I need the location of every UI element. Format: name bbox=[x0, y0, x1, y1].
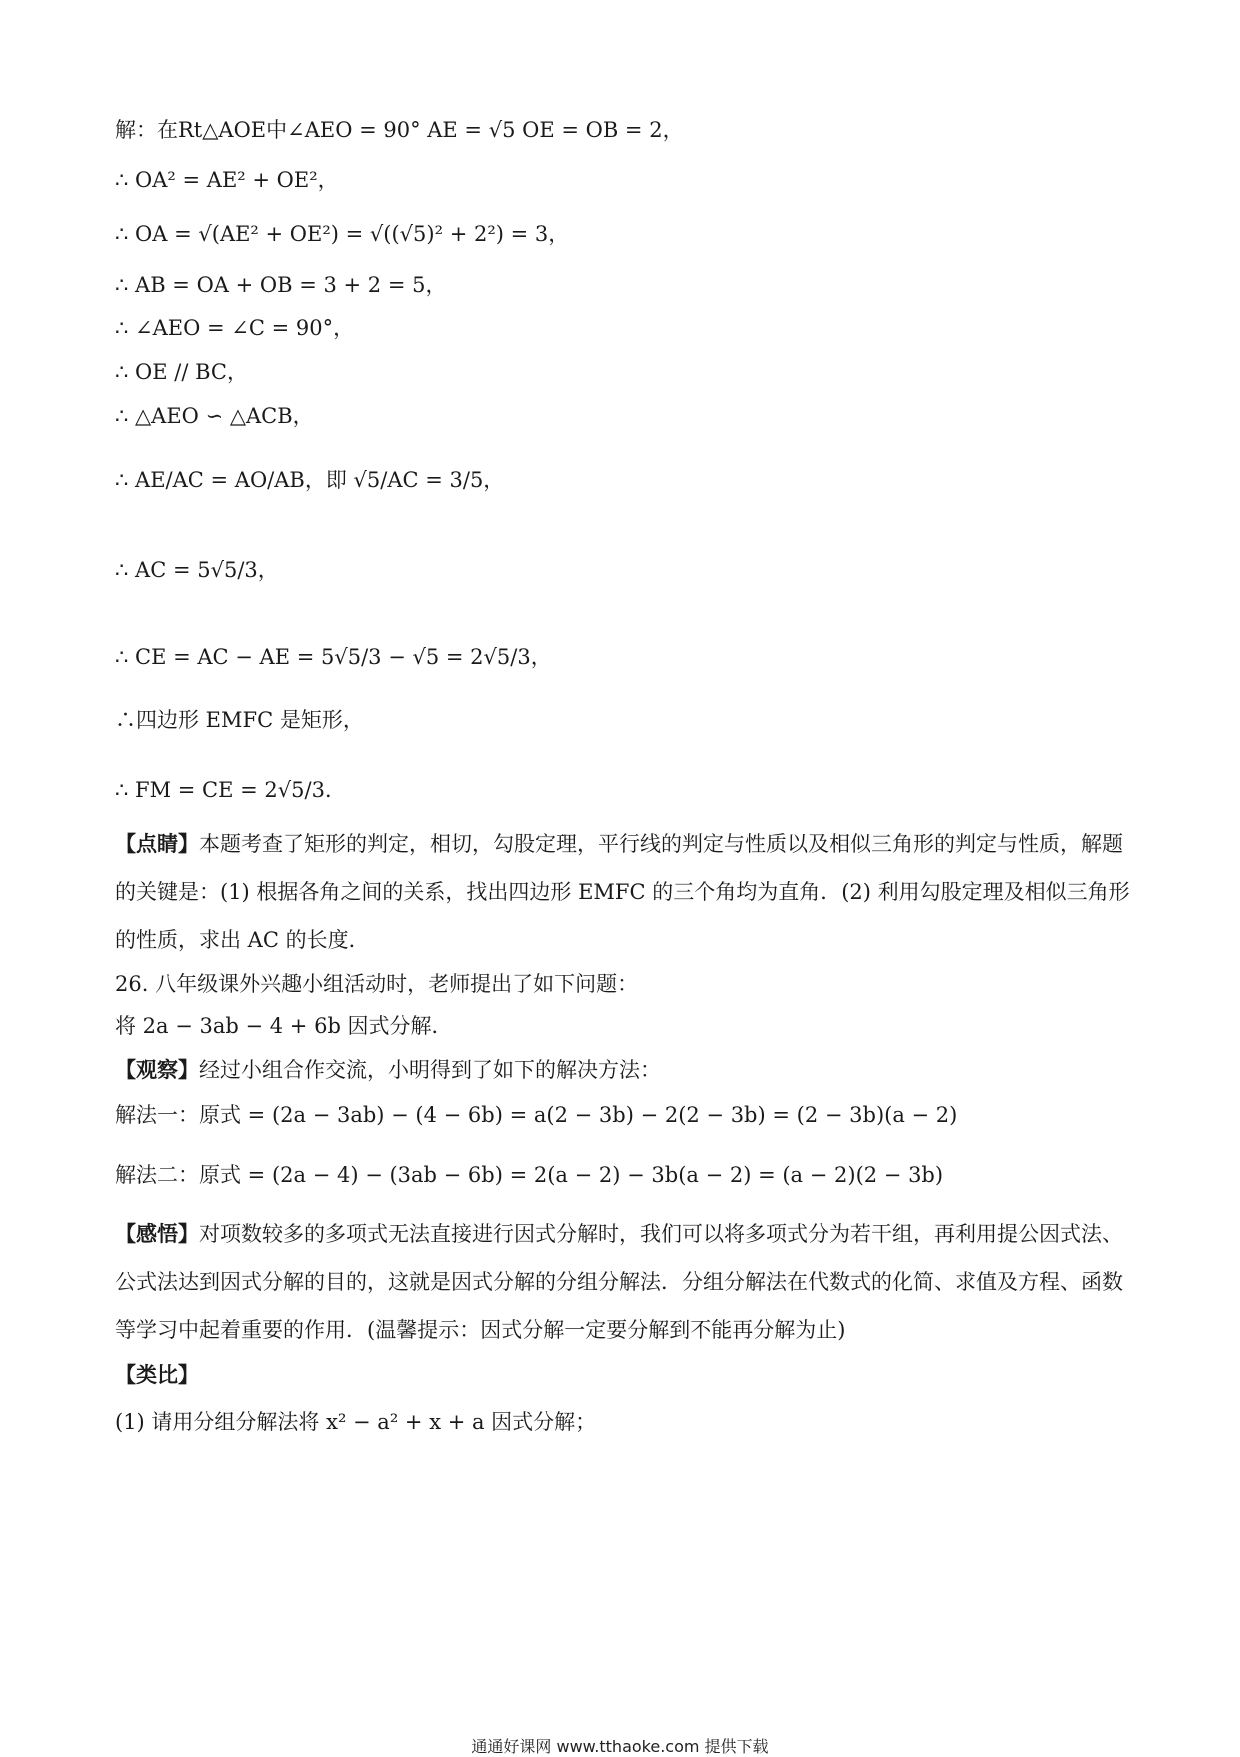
q26-title bbox=[115, 972, 1135, 996]
insight-text: 对项数较多的多项式无法直接进行因式分解时，我们可以将多项式分为若干组，再利用提公因式法、公式法达到因式分解的目的，这就是因式分解的分组分解法．分组分解法在代数式的化简、求值及方程、函数等学习中起着重要的作用．(温馨提示：因式分解一定要分解到不能再分解为止) bbox=[115, 1222, 1123, 1342]
page-footer: 通通好课网 www.tthaoke.com 提供下载 bbox=[471, 1737, 769, 1756]
line-6-text: ∴ OE // BC， bbox=[115, 360, 248, 384]
comment-text: 本题考查了矩形的判定，相切，勾股定理，平行线的判定与性质以及相似三角形的判定与性质，解题的关键是：(1) 根据各角之间的关系，找出四边形 EMFC 的三个角均为直角．(2) 利用勾股定理及相似三角形的性质，求出 AC 的长度． bbox=[115, 832, 1130, 952]
line-4 bbox=[115, 273, 1135, 297]
line-8 bbox=[115, 468, 1135, 492]
line-10-text: ∴ CE = AC − AE = 5√5/3 − √5 = 2√5/3， bbox=[115, 645, 552, 669]
comment-paragraph bbox=[115, 820, 1135, 964]
q26-title-text: 26. 八年级课外兴趣小组活动时，老师提出了如下问题： bbox=[115, 972, 639, 996]
method-2-text: 解法二：原式 = (2a − 4) − (3ab − 6b) = 2(a − 2) − 3b(a − 2) = (a − 2)(2 − 3b) bbox=[115, 1163, 944, 1187]
sub-1-text: (1) 请用分组分解法将 x² − a² + x + a 因式分解； bbox=[115, 1410, 597, 1434]
q26-analogy bbox=[115, 1363, 1135, 1387]
line-2 bbox=[115, 168, 1135, 192]
line-6 bbox=[115, 360, 1135, 384]
line-2-text: ∴ OA² = AE² + OE²， bbox=[115, 168, 339, 192]
line-3-text: ∴ OA = √(AE² + OE²) = √((√5)² + 2²) = 3， bbox=[115, 222, 570, 246]
line-7-text: ∴ △AEO ∽ △ACB， bbox=[115, 404, 314, 428]
observe-text: 经过小组合作交流，小明得到了如下的解决方法： bbox=[199, 1058, 661, 1082]
line-1 bbox=[115, 118, 1135, 142]
q26-insight bbox=[115, 1210, 1135, 1354]
line-8-text: ∴ AE/AC = AO/AB，即 √5/AC = 3/5， bbox=[115, 468, 505, 492]
line-9 bbox=[115, 558, 1135, 582]
line-5-text: ∴ ∠AEO = ∠C = 90°， bbox=[115, 316, 355, 340]
line-10 bbox=[115, 645, 1135, 669]
q26-task bbox=[115, 1014, 1135, 1038]
line-9-text: ∴ AC = 5√5/3， bbox=[115, 558, 279, 582]
line-7 bbox=[115, 404, 1135, 428]
line-1-text: 解：在Rt△AOE中∠AEO = 90° AE = √5 OE = OB = 2， bbox=[115, 118, 684, 142]
q26-sub-1 bbox=[115, 1410, 1135, 1434]
method-1-text: 解法一：原式 = (2a − 3ab) − (4 − 6b) = a(2 − 3b) − 2(2 − 3b) = (2 − 3b)(a − 2) bbox=[115, 1103, 958, 1127]
line-12-text: ∴ FM = CE = 2√5/3． bbox=[115, 778, 346, 802]
observe-tag: 【观察】 bbox=[115, 1058, 199, 1082]
analogy-tag: 【类比】 bbox=[115, 1363, 199, 1387]
q26-observe bbox=[115, 1058, 1135, 1082]
line-4-text: ∴ AB = OA + OB = 3 + 2 = 5， bbox=[115, 273, 447, 297]
line-3 bbox=[115, 222, 1135, 246]
line-12 bbox=[115, 778, 1135, 802]
line-11-text: ∴四边形 EMFC 是矩形， bbox=[115, 708, 364, 732]
q26-method-1 bbox=[115, 1103, 1135, 1127]
q26-method-2 bbox=[115, 1163, 1135, 1187]
insight-tag: 【感悟】 bbox=[115, 1222, 199, 1246]
line-5 bbox=[115, 316, 1135, 340]
comment-tag: 【点睛】 bbox=[115, 832, 199, 856]
q26-task-text: 将 2a − 3ab − 4 + 6b 因式分解． bbox=[115, 1014, 453, 1038]
line-11 bbox=[115, 708, 1135, 732]
